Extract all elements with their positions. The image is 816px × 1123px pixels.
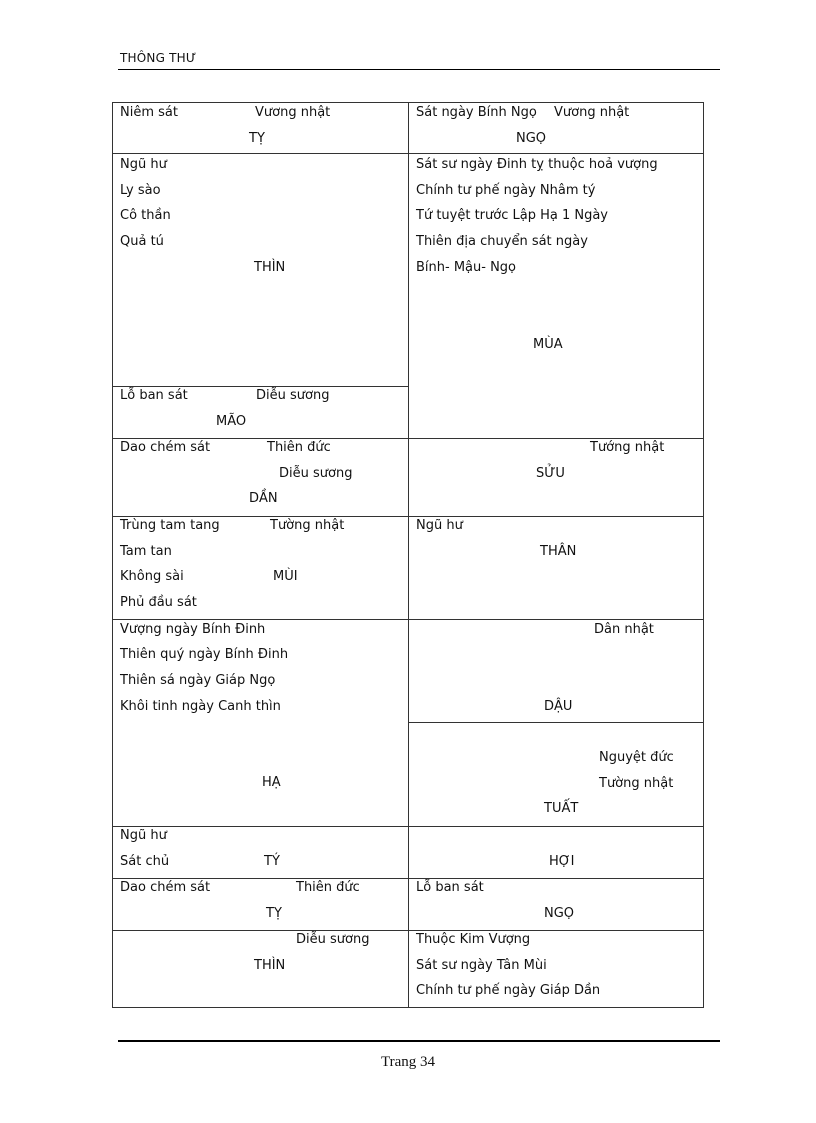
cell-text: Nguyệt đức xyxy=(599,750,674,765)
cell-text: Diễu sương xyxy=(296,932,370,947)
cell-text: TUẤT xyxy=(544,801,579,816)
cell-r1-left xyxy=(112,102,409,154)
cell-text: NGỌ xyxy=(516,131,547,146)
cell-text: Sát chủ xyxy=(120,854,170,869)
page-number: Trang 34 xyxy=(380,1054,436,1070)
cell-r5-right xyxy=(408,516,704,620)
cell-text: Ngũ hư xyxy=(416,518,463,533)
cell-text: MÙA xyxy=(533,337,563,352)
cell-text: MÃO xyxy=(216,414,247,429)
cell-text: THÌN xyxy=(254,958,286,973)
cell-r8-left xyxy=(112,878,409,931)
cell-text: Quả tú xyxy=(120,234,164,249)
cell-text: Không sài xyxy=(120,569,184,584)
cell-text: Vượng ngày Bính Đinh xyxy=(120,622,266,637)
cell-r3-left xyxy=(112,386,409,439)
cell-r5-left xyxy=(112,516,409,620)
cell-text: Trùng tam tang xyxy=(120,518,220,533)
cell-r8-right xyxy=(408,878,704,931)
cell-text: TỴ xyxy=(249,131,265,146)
cell-text: Vương nhật xyxy=(554,105,630,120)
cell-text: Ly sào xyxy=(120,183,161,198)
cell-text: HỢI xyxy=(549,854,575,869)
cell-r7-right xyxy=(408,826,704,879)
cell-text: Dao chém sát xyxy=(120,440,211,455)
cell-r2-right xyxy=(408,153,704,439)
cell-text: THÂN xyxy=(540,544,577,559)
header-title: THÔNG THƯ xyxy=(120,51,197,65)
cell-text: Vương nhật xyxy=(255,105,331,120)
cell-text: SỬU xyxy=(536,466,565,481)
cell-text: Tam tan xyxy=(120,544,172,559)
cell-r1-right xyxy=(408,102,704,154)
cell-text: Ngũ hư xyxy=(120,157,167,172)
cell-text: Chính tư phế ngày Nhâm tý xyxy=(416,183,596,198)
cell-text: Thiên đức xyxy=(267,440,331,455)
cell-r4-right xyxy=(408,438,704,517)
cell-text: Sát sư ngày Đinh tỵ thuộc hoả vượng xyxy=(416,157,658,172)
cell-text: Sát ngày Bính Ngọ xyxy=(416,105,537,120)
cell-text: Thiên địa chuyển sát ngày xyxy=(416,234,588,249)
cell-text: Dân nhật xyxy=(594,622,654,637)
cell-text: Diễu sương xyxy=(256,388,330,403)
cell-r6-left xyxy=(112,619,409,827)
cell-text: THÌN xyxy=(254,260,286,275)
cell-text: Dao chém sát xyxy=(120,880,211,895)
cell-text: Cô thần xyxy=(120,208,171,223)
cell-text: Khôi tinh ngày Canh thìn xyxy=(120,699,281,714)
cell-text: Tứ tuyệt trước Lập Hạ 1 Ngày xyxy=(416,208,608,223)
footer-rule xyxy=(118,1040,720,1042)
cell-text: Diễu sương xyxy=(279,466,353,481)
cell-r6-right-top xyxy=(408,619,704,723)
cell-text: Ngũ hư xyxy=(120,828,167,843)
cell-text: NGỌ xyxy=(544,906,575,921)
cell-r2-left xyxy=(112,153,409,387)
cell-text: Niêm sát xyxy=(120,105,178,120)
cell-text: Chính tư phế ngày Giáp Dần xyxy=(416,983,601,998)
cell-text: Tường nhật xyxy=(270,518,345,533)
cell-text: Thuộc Kim Vượng xyxy=(416,932,531,947)
cell-text: Bính- Mậu- Ngọ xyxy=(416,260,517,275)
cell-text: Phủ đầu sát xyxy=(120,595,197,610)
cell-r7-left xyxy=(112,826,409,879)
header-rule xyxy=(118,69,720,70)
cell-text: Thiên đức xyxy=(296,880,360,895)
cell-text: Lỗ ban sát xyxy=(120,388,188,403)
cell-text: DẦN xyxy=(249,491,278,506)
cell-text: Lỗ ban sát xyxy=(416,880,484,895)
cell-r9-right xyxy=(408,930,704,1008)
cell-text: MÙI xyxy=(273,569,298,584)
cell-text: Sát sư ngày Tân Mùi xyxy=(416,958,547,973)
cell-text: Thiên quý ngày Bính Đinh xyxy=(120,647,289,662)
cell-text: Tường nhật xyxy=(599,776,674,791)
cell-text: TÝ xyxy=(264,854,280,869)
cell-r4-left xyxy=(112,438,409,517)
cell-text: DẬU xyxy=(544,699,573,714)
cell-text: Thiên sá ngày Giáp Ngọ xyxy=(120,673,276,688)
cell-r9-left xyxy=(112,930,409,1008)
cell-text: HẠ xyxy=(262,775,281,790)
cell-text: Tướng nhật xyxy=(590,440,665,455)
cell-r6-right-bottom xyxy=(408,722,704,827)
cell-text: TỴ xyxy=(266,906,282,921)
